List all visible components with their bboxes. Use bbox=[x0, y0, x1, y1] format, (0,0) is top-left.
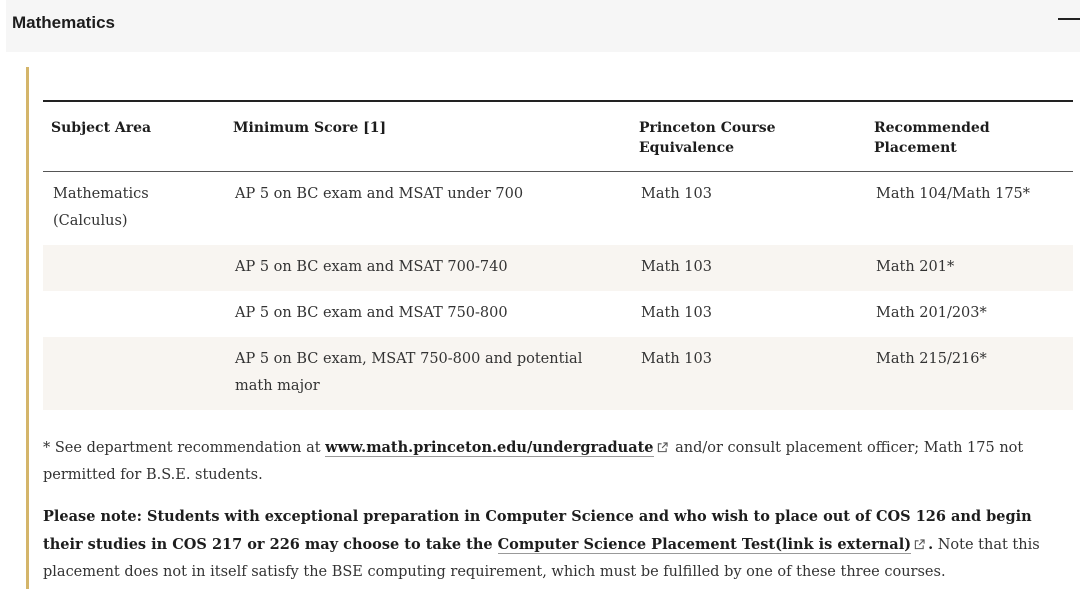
content-accent-border bbox=[26, 67, 29, 589]
cell-minimum-score: AP 5 on BC exam and MSAT under 700 bbox=[235, 186, 524, 202]
cell-subject bbox=[43, 291, 225, 337]
external-link-icon bbox=[914, 539, 925, 550]
cell-course-equivalence: Math 103 bbox=[641, 186, 712, 202]
cs-placement-test-link[interactable]: Computer Science Placement Test(link is external) bbox=[497, 536, 912, 553]
table-row bbox=[43, 245, 1073, 291]
footnote bbox=[43, 434, 1068, 489]
collapse-icon[interactable] bbox=[1058, 18, 1080, 20]
placement-table bbox=[43, 100, 1073, 410]
cell-subject: Mathematics (Calculus) bbox=[53, 186, 149, 229]
cell-course-equivalence: Math 103 bbox=[641, 305, 712, 321]
header-recommended-placement: Recommended Placement bbox=[866, 101, 1073, 172]
header-minimum-score: Minimum Score [1] bbox=[225, 101, 631, 172]
cell-subject bbox=[43, 337, 225, 410]
cell-subject bbox=[43, 245, 225, 291]
cell-minimum-score: AP 5 on BC exam and MSAT 700-740 bbox=[225, 245, 631, 291]
cell-minimum-score: AP 5 on BC exam and MSAT 750-800 bbox=[235, 305, 508, 321]
math-department-link[interactable]: www.math.princeton.edu/undergraduate bbox=[325, 439, 654, 456]
footnote-prefix: * See department recommendation at bbox=[43, 440, 326, 456]
table-row bbox=[43, 337, 1073, 410]
cell-course-equivalence: Math 103 bbox=[631, 245, 866, 291]
external-link-icon bbox=[657, 442, 668, 453]
cell-minimum-score: AP 5 on BC exam, MSAT 750-800 and potential math major bbox=[225, 337, 631, 410]
header-subject-area: Subject Area bbox=[43, 101, 225, 172]
table-row bbox=[43, 291, 1073, 337]
accordion-header[interactable] bbox=[6, 0, 1080, 52]
cell-recommended-placement: Math 201* bbox=[866, 245, 1073, 291]
please-note-rest: Note that this placement does not in itself satisfy the BSE computing requirement, which must be fulfilled by one of these three courses. bbox=[43, 537, 1040, 580]
link-period: . bbox=[928, 536, 934, 553]
please-note-paragraph bbox=[43, 503, 1068, 586]
section-title: Mathematics bbox=[12, 13, 115, 32]
please-note-bold: Please note: Students with exceptional preparation in Computer Science and who wish to place out of COS 126 and begin their studies in COS 217 or 226 may choose to take the bbox=[43, 508, 1032, 553]
cell-recommended-placement: Math 104/Math 175* bbox=[876, 186, 1031, 202]
header-course-equivalence: Princeton Course Equivalence bbox=[631, 101, 866, 172]
cell-course-equivalence: Math 103 bbox=[631, 337, 866, 410]
cell-recommended-placement: Math 215/216* bbox=[866, 337, 1073, 410]
table-header-row bbox=[43, 101, 1073, 172]
table-row bbox=[43, 172, 1073, 246]
footnote-suffix: and/or consult placement officer; Math 175 not permitted for B.S.E. students. bbox=[43, 440, 1024, 483]
cell-recommended-placement: Math 201/203* bbox=[876, 305, 987, 321]
